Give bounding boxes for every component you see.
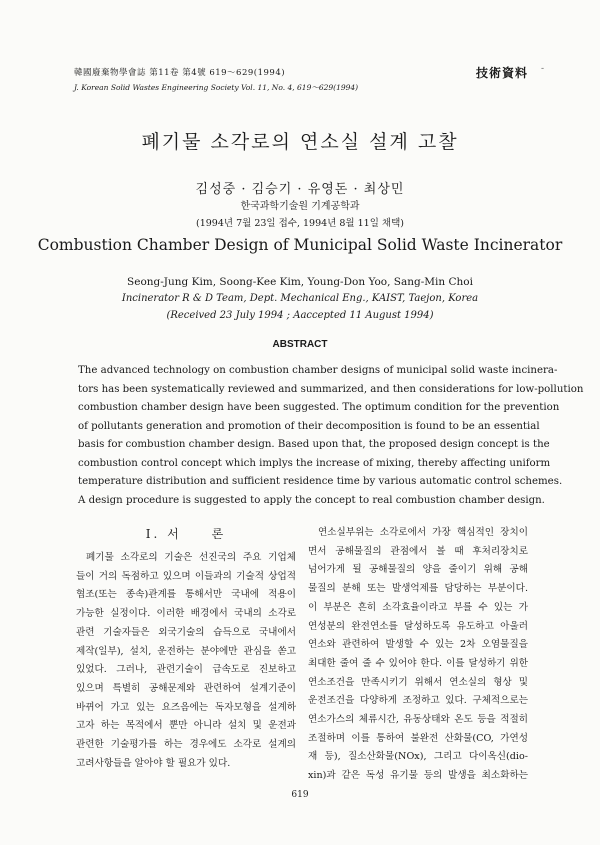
body-line: 제작(일부), 설치, 운전하는 분야에만 관심을 쏟고: [76, 645, 296, 657]
authors-korean: 김성중 · 김승기 · 유영돈 · 최상민: [195, 182, 405, 197]
body-line: 관련 기술자들은 외국기술의 습득으로 국내에서: [76, 626, 296, 638]
body-line: 연성분의 완전연소를 달성하도록 유도하고 아울러: [308, 620, 528, 632]
body-line: 연소와 관련하여 발생할 수 있는 2차 오염물질을: [308, 639, 528, 651]
right-column-text: [308, 524, 528, 786]
left-column-text: [76, 549, 296, 773]
abstract-line: of pollutants generation and promotion of their decomposition is found to be an essential: [78, 420, 540, 432]
abstract-line: combustion control concept which implys the increase of mixing, thereby affecting uniform: [78, 457, 551, 469]
title-english: Combustion Chamber Design of Municipal Solid Waste Incinerator: [37, 236, 563, 254]
abstract-line: The advanced technology on combustion chamber designs of municipal solid waste incinera-: [78, 365, 558, 376]
body-line: 면서 공해물질의 관점에서 볼 때 후처리장치로: [308, 545, 528, 557]
abstract-heading: ABSTRACT: [272, 339, 328, 350]
body-line: xin)과 같은 독성 유기물 등의 발생을 최소화하는: [308, 770, 528, 782]
abstract-line: tors has been systematically reviewed and summarized, and then considerations for low-pollution: [78, 383, 584, 395]
abstract-line: temperature distribution and sufficient residence time by various automatic control schemes.: [78, 476, 563, 487]
affiliation-korean: 한국과학기술원 기계공학과: [240, 201, 360, 212]
body-line: 바뀌어 가고 있는 요즈음에는 독자모형을 설계하: [76, 701, 296, 713]
abstract-text: [78, 362, 584, 510]
journal-citation-en: J. Korean Solid Wastes Engineering Society Vol. 11, No. 4, 619～629(1994): [74, 83, 359, 92]
body-line: 있으며 특별히 공해문제와 관련하여 설계기준이: [76, 682, 296, 694]
body-line: 있었다. 그러나, 관련기술이 급속도로 진보하고: [76, 664, 296, 676]
title-korean: 폐기물 소각로의 연소실 설계 고찰: [141, 131, 459, 153]
body-line: 운전조건을 다양하게 조정하고 있다. 구체적으로는: [308, 695, 528, 707]
dates-english: (Received 23 July 1994 ; Aaccepted 11 August 1994): [166, 310, 434, 321]
body-line: 넘어가게 될 공해물질의 양을 줄이기 위해 공해: [308, 564, 528, 576]
body-line: 최대한 줄여 줄 수 있어야 한다. 이를 달성하기 위한: [308, 657, 528, 669]
body-line: 협조(또는 종속)관계를 통해서만 국내에 적용이: [76, 589, 296, 601]
dates-korean: (1994년 7월 23일 접수, 1994년 8월 11일 채택): [196, 218, 404, 229]
section-label: 技術資料: [475, 66, 528, 80]
journal-header: [74, 66, 358, 93]
abstract-line: A design procedure is suggested to apply the concept to real combustion chamber design.: [78, 494, 545, 506]
body-line: 가능한 실정이다. 이러한 배경에서 국내의 소각로: [76, 608, 296, 620]
journal-citation-ko: 韓國廢棄物學會誌 第11卷 第4號 619～629(1994): [74, 68, 286, 78]
body-line: 고자 하는 목적에서 뿐만 아니라 설치 및 운전과: [76, 720, 296, 732]
affiliation-english: Incinerator R & D Team, Dept. Mechanical Eng., KAIST, Taejon, Korea: [121, 293, 479, 304]
body-line: 이 부분은 흔히 소각효율이라고 부를 수 있는 가: [308, 601, 528, 613]
abstract-line: basis for combustion chamber design. Based upon that, the proposed design concept is the: [78, 439, 550, 450]
abstract-line: combustion chamber design have been suggested. The optimum condition for the prevention: [78, 402, 560, 413]
margin-mark: -: [540, 64, 544, 74]
page-number: 619: [291, 790, 309, 800]
section-heading-introduction: I. 서 론: [145, 527, 227, 541]
body-line: 물질의 분해 또는 발생억제를 담당하는 부분이다.: [308, 583, 528, 595]
body-line: 들이 거의 독점하고 있으며 이들과의 기술적 상업적: [76, 570, 296, 582]
authors-english: Seong-Jung Kim, Soong-Kee Kim, Young-Don Yoo, Sang-Min Choi: [127, 276, 473, 288]
body-line: 연소가스의 체류시간, 유동상태와 온도 등을 적절히: [308, 714, 528, 726]
body-line: 연소실부위는 소각로에서 가장 핵심적인 장치이: [318, 527, 528, 538]
body-line: 재 등), 질소산화물(NOx), 그리고 다이옥신(dio-: [308, 751, 528, 763]
body-line: 관련한 기술평가를 하는 경우에도 소각로 설계의: [76, 739, 296, 751]
body-line: 폐기물 소각로의 기술은 선진국의 주요 기업체: [86, 552, 296, 563]
body-line: 조절하며 이를 통하여 불완전 산화물(CO, 가연성: [308, 732, 528, 744]
body-line: 연소조건을 만족시키기 위해서 연소실의 형상 및: [308, 676, 528, 688]
body-line: 고려사항들을 알아야 할 필요가 있다.: [76, 757, 231, 769]
